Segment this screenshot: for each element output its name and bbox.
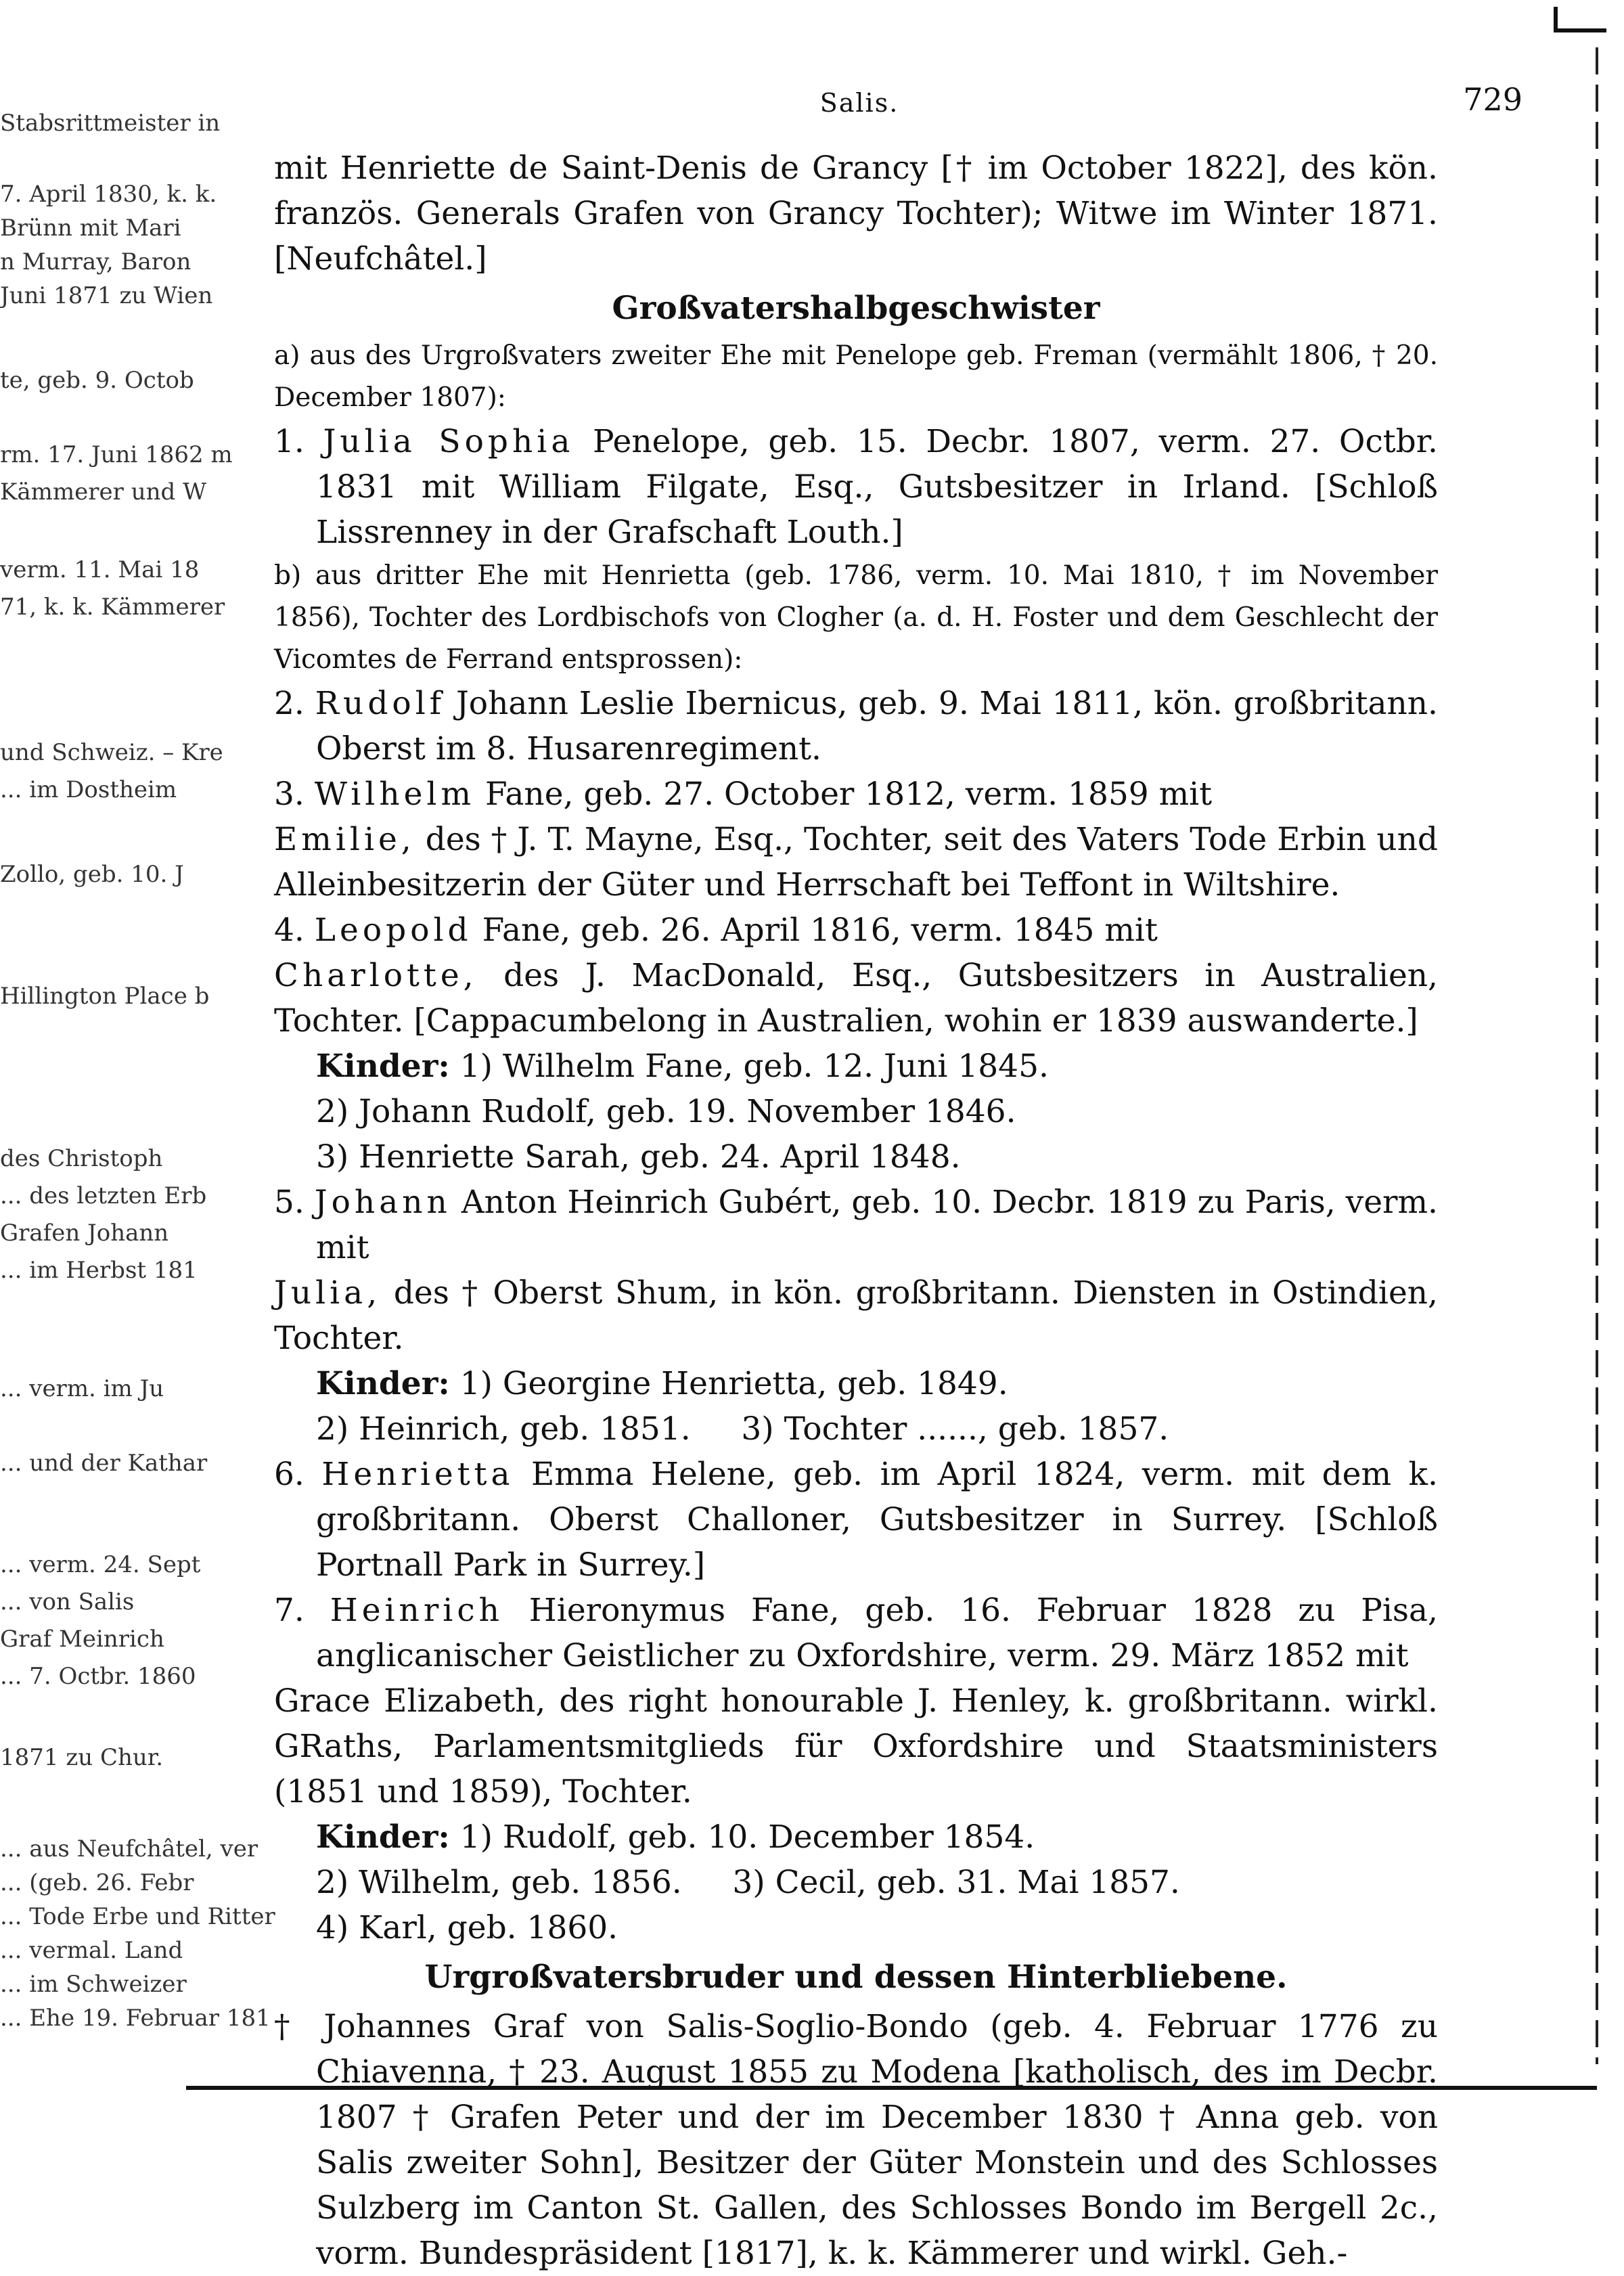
fragment: ... von Salis <box>0 1588 135 1615</box>
subsection-a: a) aus des Urgroßvaters zweiter Ehe mit Penelope geb. Freman (vermählt 1806, † 20. December 1807): <box>274 340 1438 413</box>
fragment: Graf Meinrich <box>0 1626 164 1653</box>
fragment: ... und der Kathar <box>0 1450 208 1477</box>
left-page-margin-fragments <box>0 88 275 2051</box>
entry-2: 2. Rudolf Johann Leslie Ibernicus, geb. 9. Mai 1811, kön. großbritann. Oberst im 8. Husarenregiment. <box>274 685 1438 767</box>
running-head: Salis. <box>819 88 899 118</box>
spouse-name: Charlotte, <box>274 957 478 994</box>
page-body <box>274 146 1438 2276</box>
fragment: ... 7. Octbr. 1860 <box>0 1663 196 1690</box>
spouse-name: Emilie, <box>274 821 415 858</box>
fragment: verm. 11. Mai 18 <box>0 556 200 583</box>
kinder-label: Kinder: <box>316 1818 450 1856</box>
fragment: ... im Dostheim <box>0 776 177 803</box>
entry-3: 3. Wilhelm Fane, geb. 27. October 1812, verm. 1859 mit <box>274 776 1213 813</box>
entry-4-children: Kinder: 1) Wilhelm Fane, geb. 12. Juni 1845. 2) Johann Rudolf, geb. 19. November 1846. 3) Henriette Sarah, geb. 24. April 1848. <box>316 1048 1049 1176</box>
entry-5-children: Kinder: 1) Georgine Henrietta, geb. 1849. 2) Heinrich, geb. 1851. 3) Tochter ......, geb. 1857. <box>316 1365 1169 1448</box>
fragment: Brünn mit Mari <box>0 215 181 242</box>
kinder-label: Kinder: <box>316 1365 450 1402</box>
entry-5-spouse: Julia, des † Oberst Shum, in kön. großbritann. Diensten in Ostindien, Tochter. <box>274 1274 1438 1357</box>
fragment: Juni 1871 zu Wien <box>0 282 213 309</box>
entry-7-spouse: Grace Elizabeth, des right honourable J. Henley, k. großbritann. wirkl. GRaths, Parlamentsmitglieds für Oxfordshire und Staatsministers (1851 und 1859), Tochter. <box>274 1682 1438 1810</box>
entry-1: 1. Julia Sophia Penelope, geb. 15. Decbr. 1807, verm. 27. Octbr. 1831 mit William Filgate, Esq., Gutsbesitzer in Irland. [Schloß Lissrenney in der Grafschaft Louth.] <box>274 423 1438 551</box>
page-header <box>277 81 1522 129</box>
entry-name: Rudolf <box>315 685 446 722</box>
fragment: ... Ehe 19. Februar 181 <box>0 2005 271 2032</box>
fragment: 71, k. k. Kämmerer <box>0 594 225 621</box>
fragment: te, geb. 9. Octob <box>0 367 194 394</box>
page-number: 729 <box>1463 81 1522 118</box>
entry-6: 6. Henrietta Emma Helene, geb. im April 1824, verm. mit dem k. großbritann. Oberst Challoner, Gutsbesitzer in Surrey. [Schloß Portnall Park in Surrey.] <box>274 1456 1438 1584</box>
fragment: ... im Herbst 181 <box>0 1257 198 1284</box>
fragment: ... aus Neufchâtel, ver <box>0 1835 258 1862</box>
fragment: ... des letzten Erb <box>0 1182 207 1209</box>
paragraph-continuation: mit Henriette de Saint-Denis de Grancy [† im October 1822], des kön. französ. Generals Grafen von Grancy Tochter); Witwe im Winter 1871. [Neufchâtel.] <box>274 150 1438 277</box>
fragment: ... verm. 24. Sept <box>0 1551 201 1578</box>
entry-5: 5. Johann Anton Heinrich Gubért, geb. 10. Decbr. 1819 zu Paris, verm. mit <box>274 1184 1438 1266</box>
entry-name: Heinrich <box>330 1592 503 1629</box>
corner-bracket-mark <box>1554 7 1606 32</box>
fragment: ... vermal. Land <box>0 1937 183 1964</box>
fragment: ... verm. im Ju <box>0 1375 164 1402</box>
fragment: ... (geb. 26. Febr <box>0 1869 194 1896</box>
entry-7-children: Kinder: 1) Rudolf, geb. 10. December 1854. 2) Wilhelm, geb. 1856. 3) Cecil, geb. 31. Mai 1857. 4) Karl, geb. 1860. <box>316 1818 1180 1946</box>
fragment: Kämmerer und W <box>0 478 207 506</box>
entry-name: Wilhelm <box>314 776 476 813</box>
entry-name: Julia Sophia <box>323 423 574 460</box>
fragment: Hillington Place b <box>0 983 210 1010</box>
entry-7: 7. Heinrich Hieronymus Fane, geb. 16. Februar 1828 zu Pisa, anglicanischer Geistlicher zu Oxfordshire, verm. 29. März 1852 mit <box>274 1592 1438 1674</box>
right-margin-rule <box>1596 47 1598 2064</box>
kinder-label: Kinder: <box>316 1048 450 1085</box>
fragment: 1871 zu Chur. <box>0 1744 164 1771</box>
fragment: rm. 17. Juni 1862 m <box>0 441 233 468</box>
fragment: Zollo, geb. 10. J <box>0 861 184 888</box>
johannes-entry: † Johannes Graf von Salis-Soglio-Bondo (geb. 4. Februar 1776 zu Chiavenna, † 23. August 1855 zu Modena [katholisch, des im Decbr. 1807 † Grafen Peter und der im December 1830 † Anna geb. von Salis zweiter Sohn], Besitzer der Güter Monstein und des Schlosses Sulzberg im Canton St. Gallen, des Schlosses Bondo im Bergell 2c., vorm. Bundespräsident [1817], k. k. Kämmerer und wirkl. Geh.- <box>274 2008 1438 2272</box>
fragment: des Christoph <box>0 1145 163 1172</box>
spouse-name: Julia, <box>274 1274 382 1312</box>
section-heading: Großvatershalbgeschwister <box>612 290 1100 327</box>
fragment: und Schweiz. – Kre <box>0 739 223 766</box>
subsection-b: b) aus dritter Ehe mit Henrietta (geb. 1786, verm. 10. Mai 1810, † im November 1856), Tochter des Lordbischofs von Clogher (a. d. H. Foster und dem Geschlecht der Vicomtes de Ferrand entsprossen): <box>274 560 1438 675</box>
entry-name: Johann <box>314 1184 451 1221</box>
fragment: ... Tode Erbe und Ritter <box>0 1903 275 1930</box>
fragment: Stabsrittmeister in <box>0 110 221 137</box>
fragment: Grafen Johann <box>0 1220 169 1247</box>
fragment: ... im Schweizer <box>0 1971 187 1998</box>
entry-name: Leopold <box>314 912 472 949</box>
section-heading: Urgroßvatersbruder und dessen Hinterbliebene. <box>424 1959 1288 1996</box>
fragment: 7. April 1830, k. k. <box>0 181 217 208</box>
entry-3-spouse: Emilie, des † J. T. Mayne, Esq., Tochter, seit des Vaters Tode Erbin und Alleinbesitzerin der Güter und Herrschaft bei Teffont in Wiltshire. <box>274 821 1438 903</box>
fragment: n Murray, Baron <box>0 248 191 275</box>
entry-name: Henrietta <box>321 1456 514 1493</box>
entry-4: 4. Leopold Fane, geb. 26. April 1816, verm. 1845 mit <box>274 912 1158 949</box>
entry-4-spouse: Charlotte, des J. MacDonald, Esq., Gutsbesitzers in Australien, Tochter. [Cappacumbelong in Australien, wohin er 1839 auswanderte.] <box>274 957 1438 1040</box>
